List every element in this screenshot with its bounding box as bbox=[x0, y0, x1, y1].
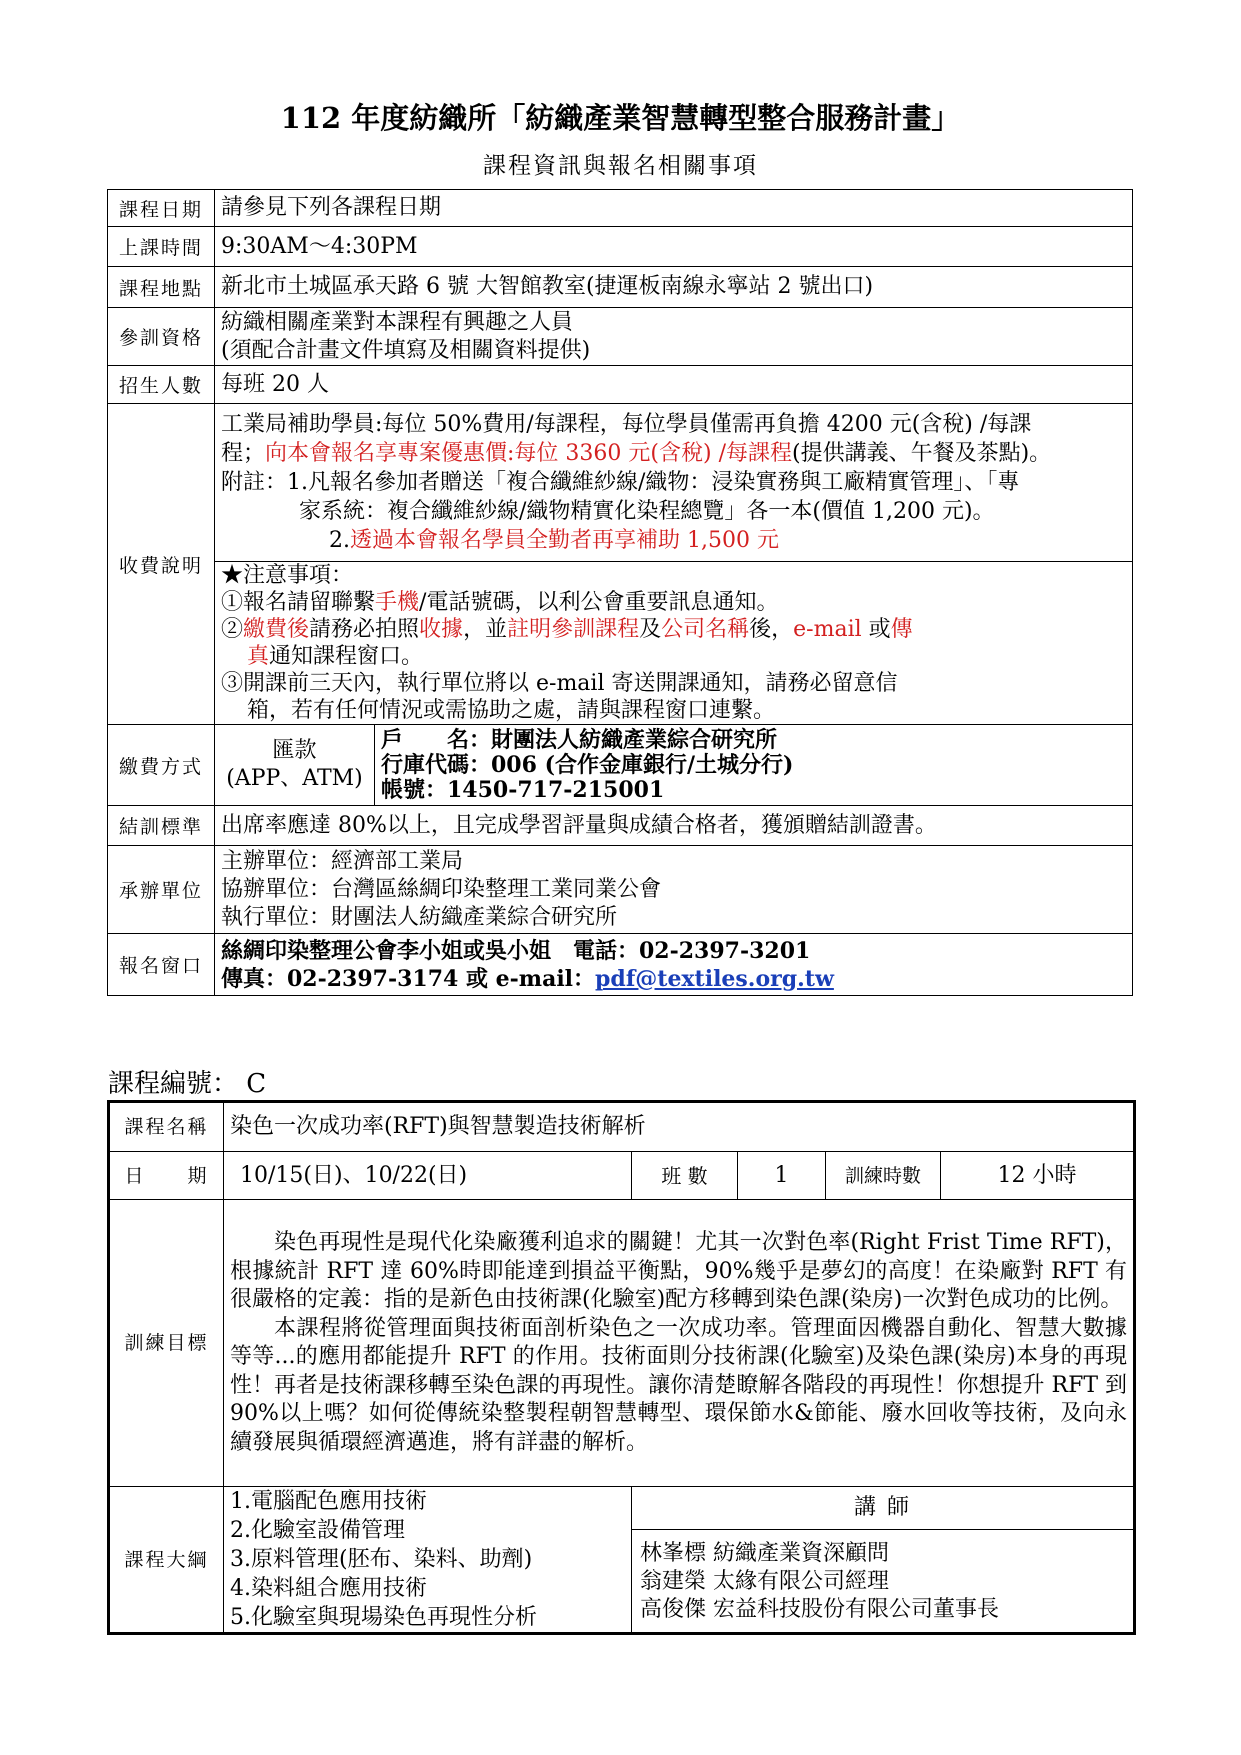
time-label: 上課時間 bbox=[108, 227, 215, 267]
page-subtitle: 課程資訊與報名相關事項 bbox=[483, 153, 758, 179]
org-value bbox=[215, 846, 1133, 934]
pay-inner-table bbox=[215, 725, 1132, 805]
training-hours-value: 12 小時 bbox=[941, 1152, 1135, 1200]
notice-2-red-4: 公司名稱 bbox=[661, 617, 750, 642]
enroll-label: 招生人數 bbox=[108, 366, 215, 404]
course-date-label: 日 期 bbox=[109, 1152, 224, 1200]
notice-2-d: 及 bbox=[639, 617, 662, 642]
org-label: 承辦單位 bbox=[108, 846, 215, 934]
notice-2-a: ② bbox=[221, 617, 244, 642]
contact-line-2 bbox=[221, 965, 1126, 993]
enroll-value: 每班 20 人 bbox=[215, 366, 1133, 404]
org-host: 主辦單位：經濟部工業局 bbox=[221, 848, 464, 874]
course-outline-list bbox=[224, 1487, 632, 1634]
contact-email-link[interactable]: pdf@textiles.org.tw bbox=[595, 965, 834, 992]
date-value: 請參見下列各課程日期 bbox=[215, 190, 1133, 227]
fee-note-2-a: 2. bbox=[329, 528, 350, 553]
pay-method bbox=[215, 725, 375, 805]
pay-bank-code: 行庫代碼：006 (合作金庫銀行/土城分行) bbox=[381, 751, 794, 778]
cert-value: 出席率應達 80%以上，且完成學習評量與成績合格者，獲頒贈結訓證書。 bbox=[215, 806, 1133, 846]
training-goal-paragraph-1: 染色再現性是現代化染廠獲利追求的關鍵！尤其一次對色率(Right Frist Time RFT)，根據統計 RFT 達 60%時即能達到損益平衡點，90%幾乎是夢幻的高度！在染廠對 RFT 有很嚴格的定義：指的是新色由技術課(化驗室)配方移轉到染色課(染房)一次對色成功的比例。 bbox=[230, 1230, 1128, 1312]
pay-account bbox=[375, 725, 1133, 805]
class-count-label: 班 數 bbox=[632, 1152, 738, 1200]
pay-label: 繳費方式 bbox=[108, 725, 215, 806]
teacher-list bbox=[632, 1530, 1133, 1624]
notice-2-e: 後， bbox=[749, 617, 794, 642]
teacher-item: 高俊傑 宏益科技股份有限公司董事長 bbox=[640, 1597, 999, 1622]
course-name-label: 課程名稱 bbox=[109, 1102, 224, 1152]
outline-item: 3.原料管理(胚布、染料、助劑) bbox=[230, 1547, 533, 1572]
cert-label: 結訓標準 bbox=[108, 806, 215, 846]
fee-note-1b: 家系統：複合纖維紗線/織物精實化染程總覽」各一本(價值 1,200 元)。 bbox=[299, 499, 995, 524]
course-name-value: 染色一次成功率(RFT)與智慧製造技術解析 bbox=[224, 1102, 1135, 1152]
date-label: 課程日期 bbox=[108, 190, 215, 227]
notice-2-red-1: 繳費後 bbox=[243, 617, 310, 642]
fee-note-1a: 附註：1.凡報名參加者贈送「複合纖維紗線/織物：浸染實務與工廠精實管理」、「專 bbox=[221, 470, 1020, 495]
pay-value bbox=[215, 725, 1133, 806]
pay-account-name: 戶 名：財團法人紡織產業綜合研究所 bbox=[381, 726, 778, 753]
eligibility-line-2: (須配合計畫文件填寫及相關資料提供) bbox=[221, 337, 591, 363]
course-code: 課程編號： C bbox=[108, 1069, 267, 1099]
notice-item-3-line-2: 箱，若有任何情況或需協助之處，請與課程窗口連繫。 bbox=[247, 698, 776, 723]
notice-box bbox=[215, 562, 1133, 725]
notice-1-b: /電話號碼，以利公會重要訊息通知。 bbox=[419, 590, 779, 615]
outline-item: 5.化驗室與現場染色再現性分析 bbox=[230, 1605, 537, 1630]
fee-line-2 bbox=[221, 439, 1126, 468]
notice-item-1 bbox=[221, 589, 1126, 616]
fee-description bbox=[215, 404, 1133, 562]
contact-line-1: 絲綢印染整理公會李小姐或吳小姐 電話：02-2397-3201 bbox=[221, 937, 811, 964]
notice-title: ★注意事項： bbox=[221, 563, 354, 588]
class-count-value: 1 bbox=[738, 1152, 826, 1200]
eligibility-line-1: 紡織相關產業對本課程有興趣之人員 bbox=[221, 309, 574, 335]
notice-item-2 bbox=[221, 616, 1126, 643]
pay-account-number: 帳號：1450-717-215001 bbox=[381, 776, 665, 803]
page-title: 112 年度紡織所「紡織產業智慧轉型整合服務計畫」 bbox=[280, 101, 961, 135]
teacher-label: 講 師 bbox=[632, 1487, 1133, 1530]
fee-line-2-b: (提供講義、午餐及茶點)。 bbox=[791, 441, 1052, 466]
teacher-section bbox=[632, 1487, 1135, 1634]
course-date-value: 10/15(日)、10/22(日) bbox=[224, 1152, 632, 1200]
notice-2-b: 請務必拍照 bbox=[309, 617, 420, 642]
training-goal-value bbox=[224, 1200, 1135, 1487]
org-exec: 執行單位：財團法人紡織產業綜合研究所 bbox=[221, 904, 618, 930]
teacher-item: 翁建榮 太緣有限公司經理 bbox=[640, 1569, 889, 1594]
notice-2-line-2-b: 通知課程窗口。 bbox=[269, 644, 424, 669]
course-detail-table bbox=[107, 1100, 1136, 1635]
fee-note-2 bbox=[221, 526, 1126, 555]
place-value: 新北市土城區承天路 6 號 大智館教室(捷運板南線永寧站 2 號出口) bbox=[215, 267, 1133, 308]
training-goal-label: 訓練目標 bbox=[109, 1200, 224, 1487]
notice-2-red-3: 註明參訓課程 bbox=[507, 617, 640, 642]
pay-method-line-1: 匯款 bbox=[272, 738, 317, 763]
fee-line-1: 工業局補助學員:每位 50%費用/每課程，每位學員僅需再負擔 4200 元(含稅) /每課 bbox=[221, 412, 1032, 437]
notice-2-c: ，並 bbox=[463, 617, 508, 642]
fee-discount-text: 向本會報名享專案優惠價:每位 3360 元(含稅) /每課程 bbox=[265, 441, 792, 466]
place-label: 課程地點 bbox=[108, 267, 215, 308]
outline-item: 2.化驗室設備管理 bbox=[230, 1518, 405, 1543]
contact-fax: 傳真：02-2397-3174 或 e-mail： bbox=[221, 965, 596, 992]
course-outline-label: 課程大綱 bbox=[109, 1487, 224, 1634]
notice-item-2-line-2 bbox=[221, 643, 1126, 670]
notice-2-red-6: 傳 bbox=[890, 617, 913, 642]
eligibility-label: 參訓資格 bbox=[108, 308, 215, 366]
course-info-table bbox=[107, 189, 1133, 996]
org-co: 協辦單位：台灣區絲綢印染整理工業同業公會 bbox=[221, 876, 662, 902]
teacher-item: 林峯標 紡織產業資深顧問 bbox=[640, 1541, 889, 1566]
fee-subsidy-text: 透過本會報名學員全勤者再享補助 1,500 元 bbox=[350, 528, 779, 553]
training-hours-label: 訓練時數 bbox=[826, 1152, 941, 1200]
outline-item: 4.染料組合應用技術 bbox=[230, 1576, 427, 1601]
notice-2-red-5: e-mail bbox=[793, 617, 862, 642]
notice-item-3-line-1: ③開課前三天內，執行單位將以 e-mail 寄送開課通知，請務必留意信 bbox=[221, 671, 898, 696]
outline-item: 1.電腦配色應用技術 bbox=[230, 1489, 427, 1514]
contact-value bbox=[215, 934, 1133, 996]
notice-1-mobile: 手機 bbox=[375, 590, 420, 615]
notice-2-f: 或 bbox=[861, 617, 891, 642]
fee-line-2-a: 程； bbox=[221, 441, 266, 466]
training-goal-paragraph-2: 本課程將從管理面與技術面剖析染色之一次成功率。管理面因機器自動化、智慧大數據等等...的應用都能提升 RFT 的作用。技術面則分技術課(化驗室)及染色課(染房)本身的再現性！再者是技術課移轉至染色課的再現性。讓你清楚瞭解各階段的再現性！你想提升 RFT 到 90%以上嗎？如何從傳統染整製程朝智慧轉型、環保節水&節能、廢水回收等技術，及向永續發展與循環經濟邁進，將有詳盡的解析。 bbox=[230, 1315, 1128, 1455]
time-value: 9:30AM～4:30PM bbox=[215, 227, 1133, 267]
notice-2-red-2: 收據 bbox=[419, 617, 464, 642]
notice-1-a: ①報名請留聯繫 bbox=[221, 590, 376, 615]
pay-method-line-2: (APP、ATM) bbox=[226, 766, 363, 791]
notice-2-red-7: 真 bbox=[247, 644, 270, 669]
fee-label: 收費說明 bbox=[108, 404, 215, 725]
eligibility-value bbox=[215, 308, 1133, 366]
contact-label: 報名窗口 bbox=[108, 934, 215, 996]
